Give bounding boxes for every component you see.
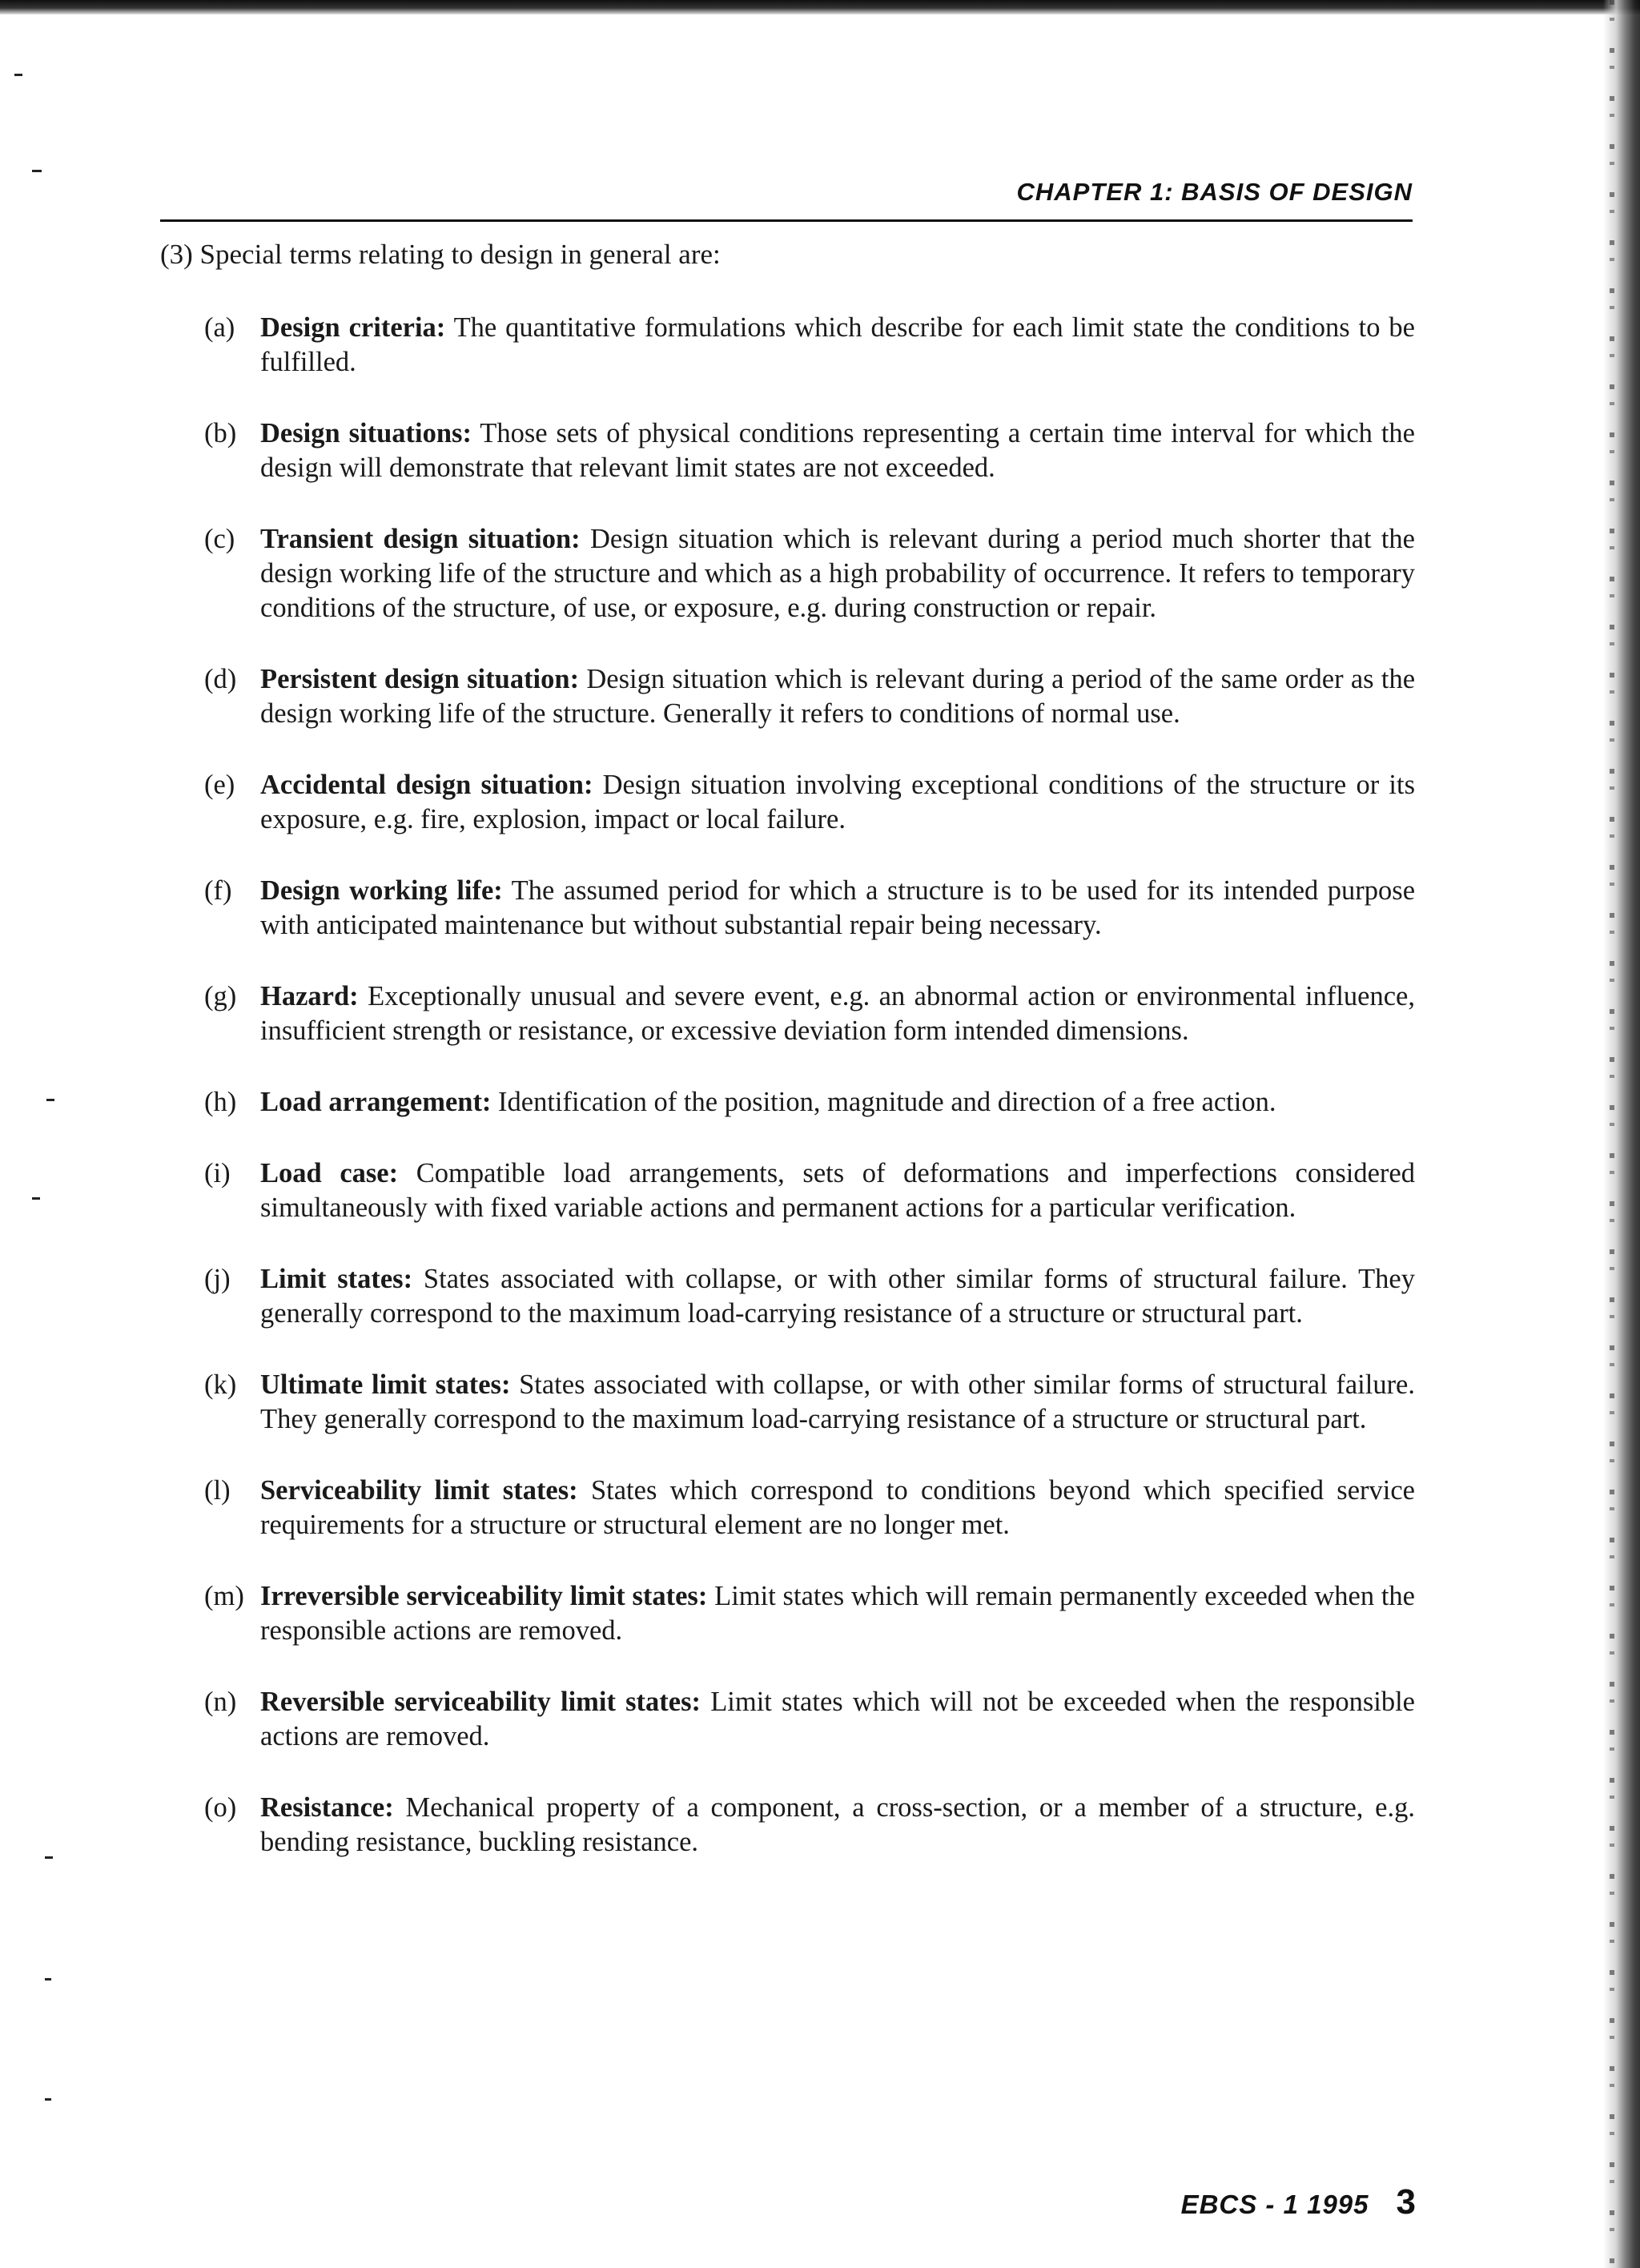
term-definition: Identification of the position, magnitude and direction of a free action.	[491, 1087, 1276, 1117]
term-item	[204, 522, 1415, 625]
margin-mark	[32, 170, 42, 172]
scan-edge-noise	[1610, 0, 1614, 2268]
term-definition: Those sets of physical conditions representing a certain time interval for which the design will demonstrate that relevant limit states are not exceeded.	[260, 418, 1415, 483]
term-name: Accidental design situation:	[260, 770, 593, 800]
term-name: Ultimate limit states:	[260, 1369, 511, 1400]
term-name: Irreversible serviceability limit states:	[260, 1581, 708, 1611]
margin-mark	[46, 1099, 54, 1101]
term-letter: (l)	[204, 1475, 231, 1506]
term-definition: Limit states which will not be exceeded when the responsible actions are removed.	[260, 1687, 1415, 1751]
term-letter: (d)	[204, 664, 237, 694]
term-item	[204, 1685, 1415, 1754]
term-letter: (e)	[204, 770, 235, 800]
term-definition: States which correspond to conditions beyond which specified service requirements for a structure or structural element are no longer met.	[260, 1475, 1415, 1540]
term-name: Hazard:	[260, 981, 359, 1011]
term-definition: Compatible load arrangements, sets of deformations and imperfections considered simultaneously with fixed variable actions and permanent actions for a particular verification.	[260, 1158, 1415, 1223]
term-item	[204, 1474, 1415, 1542]
term-definition: Exceptionally unusual and severe event, e.g. an abnormal action or environmental influence, insufficient strength or resistance, or excessive deviation form intended dimensions.	[260, 981, 1415, 1046]
term-definition: Design situation which is relevant during a period much shorter that the design working life of the structure and which as a high probability of occurrence. It refers to temporary conditions of the structure, of use, or exposure, e.g. during construction or repair.	[260, 524, 1415, 623]
term-item	[204, 1156, 1415, 1225]
term-item	[204, 1579, 1415, 1648]
scan-edge-top	[0, 0, 1640, 14]
term-name: Serviceability limit states:	[260, 1475, 578, 1506]
margin-mark	[45, 2098, 51, 2101]
term-letter: (o)	[204, 1792, 237, 1823]
term-letter: (g)	[204, 981, 237, 1011]
margin-mark	[45, 1978, 51, 1980]
term-name: Reversible serviceability limit states:	[260, 1687, 701, 1717]
term-letter: (m)	[204, 1581, 244, 1611]
term-name: Design working life:	[260, 875, 503, 906]
term-item	[204, 979, 1415, 1048]
term-item	[204, 662, 1415, 731]
term-definition: The quantitative formulations which describe for each limit state the conditions to be fulfilled.	[260, 312, 1415, 377]
term-letter: (n)	[204, 1687, 237, 1717]
term-definition: The assumed period for which a structure is to be used for its intended purpose with anticipated maintenance but without substantial repair being necessary.	[260, 875, 1416, 940]
term-definition: Limit states which will remain permanently exceeded when the responsible actions are removed.	[260, 1581, 1415, 1646]
term-letter: (f)	[204, 875, 232, 906]
scan-edge-right	[1603, 0, 1640, 2268]
term-item	[204, 768, 1415, 837]
margin-mark	[45, 1856, 53, 1859]
intro-paragraph: (3) Special terms relating to design in general are:	[160, 239, 721, 270]
term-letter: (j)	[204, 1264, 231, 1294]
term-item	[204, 416, 1415, 485]
margin-mark	[32, 1197, 40, 1200]
term-definition: Design situation which is relevant during a period of the same order as the design working life of the structure. Generally it refers to conditions of normal use.	[260, 664, 1416, 729]
term-letter: (b)	[204, 418, 237, 448]
page-number: 3	[1396, 2182, 1416, 2222]
page-footer	[1181, 2182, 1416, 2222]
term-name: Resistance:	[260, 1792, 394, 1823]
term-item	[204, 311, 1415, 380]
term-name: Design situations:	[260, 418, 472, 448]
term-letter: (i)	[204, 1158, 231, 1188]
footer-code: EBCS - 1 1995	[1180, 2190, 1369, 2219]
term-item	[204, 1262, 1415, 1331]
term-definition: Mechanical property of a component, a cross-section, or a member of a structure, e.g. bending resistance, buckling resistance.	[260, 1792, 1415, 1857]
term-name: Load case:	[260, 1158, 399, 1188]
terms-list	[204, 311, 1415, 1896]
term-name: Load arrangement:	[260, 1087, 492, 1117]
term-letter: (c)	[204, 524, 235, 554]
term-item	[204, 1085, 1415, 1120]
term-definition: States associated with collapse, or with other similar forms of structural failure. They generally correspond to the maximum load-carrying resistance of a structure or structural part.	[260, 1264, 1415, 1329]
term-item	[204, 1791, 1415, 1860]
term-name: Design criteria:	[260, 312, 446, 343]
chapter-title: CHAPTER 1: BASIS OF DESIGN	[1016, 178, 1413, 206]
term-name: Persistent design situation:	[260, 664, 580, 694]
term-letter: (k)	[204, 1369, 237, 1400]
term-name: Transient design situation:	[260, 524, 581, 554]
term-name: Limit states:	[260, 1264, 413, 1294]
running-head	[160, 178, 1413, 222]
term-item	[204, 1368, 1415, 1437]
term-item	[204, 874, 1415, 943]
term-letter: (h)	[204, 1087, 237, 1117]
margin-mark	[14, 74, 22, 76]
term-definition: States associated with collapse, or with other similar forms of structural failure. They generally correspond to the maximum load-carrying resistance of a structure or structural part.	[260, 1369, 1415, 1434]
term-definition: Design situation involving exceptional conditions of the structure or its exposure, e.g. fire, explosion, impact or local failure.	[260, 770, 1415, 834]
term-letter: (a)	[204, 312, 235, 343]
